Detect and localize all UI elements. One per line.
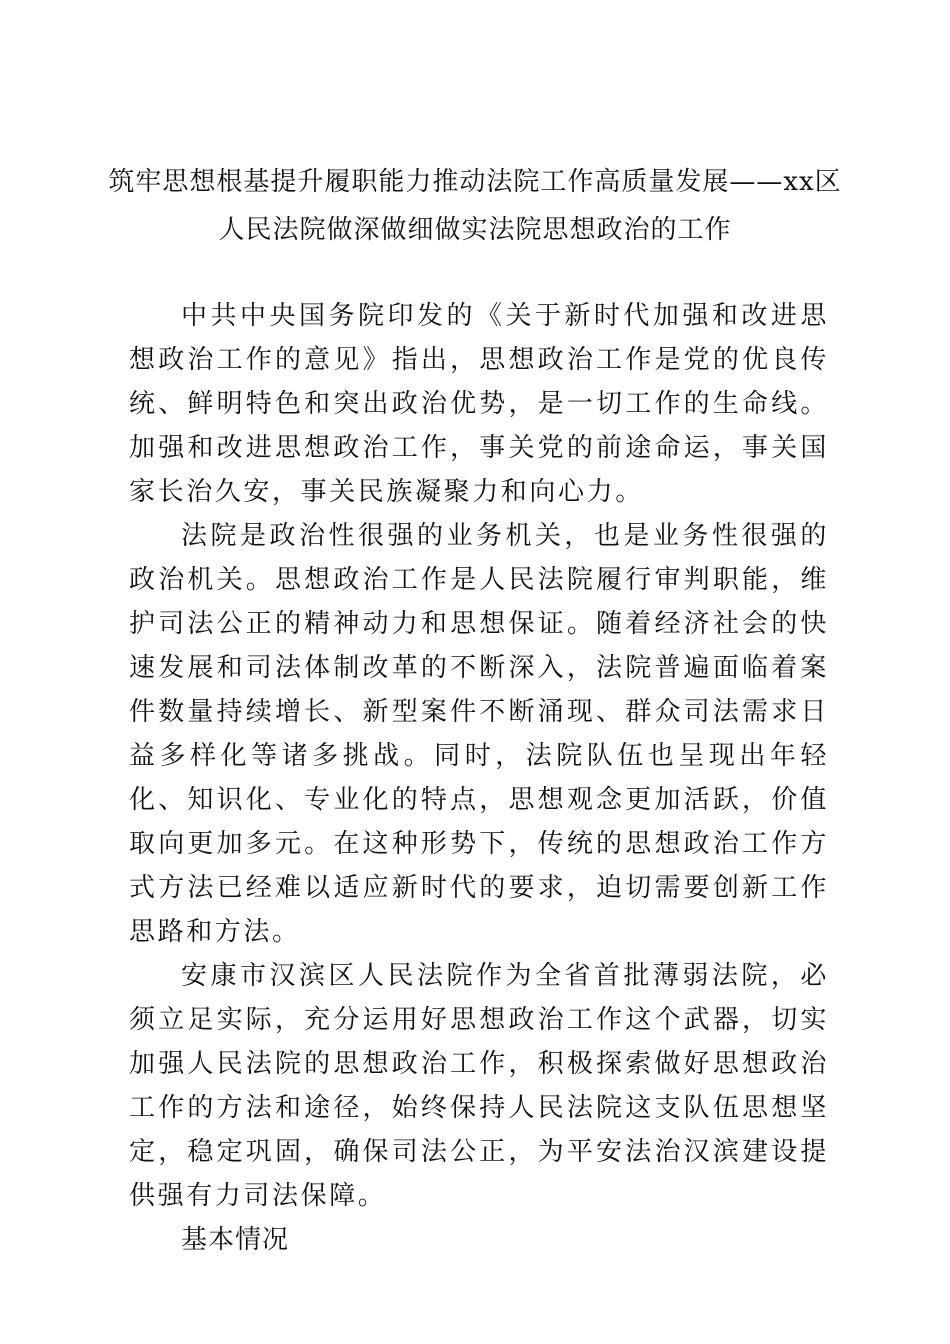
- document-title: [95, 158, 855, 254]
- title-line-2: 人民法院做深做细做实法院思想政治的工作: [218, 215, 732, 245]
- paragraph-3: 安康市汉滨区人民法院作为全省首批薄弱法院，必须立足实际，充分运用好思想政治工作这个武器，切实加强人民法院的思想政治工作，积极探索做好思想政治工作的方法和途径，始终保持人民法院这支队伍思想坚定，稳定巩固，确保司法公正，为平安法治汉滨建设提供强有力司法保障。: [129, 961, 829, 1211]
- document-body: [129, 294, 829, 1262]
- paragraph-2: 法院是政治性很强的业务机关，也是业务性很强的政治机关。思想政治工作是人民法院履行审判职能，维护司法公正的精神动力和思想保证。随着经济社会的快速发展和司法体制改革的不断深入，法院普遍面临着案件数量持续增长、新型案件不断涌现、群众司法需求日益多样化等诸多挑战。同时，法院队伍也呈现出年轻化、知识化、专业化的特点，思想观念更加活跃，价值取向更加多元。在这种形势下，传统的思想政治工作方式方法已经难以适应新时代的要求，迫切需要创新工作思路和方法。: [129, 521, 829, 947]
- paragraph-1: 中共中央国务院印发的《关于新时代加强和改进思想政治工作的意见》指出，思想政治工作是党的优良传统、鲜明特色和突出政治优势，是一切工作的生命线。加强和改进思想政治工作，事关党的前途命运，事关国家长治久安，事关民族凝聚力和向心力。: [129, 301, 829, 507]
- section-heading: 基本情况: [181, 1225, 290, 1255]
- title-line-1: 筑牢思想根基提升履职能力推动法院工作高质量发展——xx区: [108, 167, 842, 197]
